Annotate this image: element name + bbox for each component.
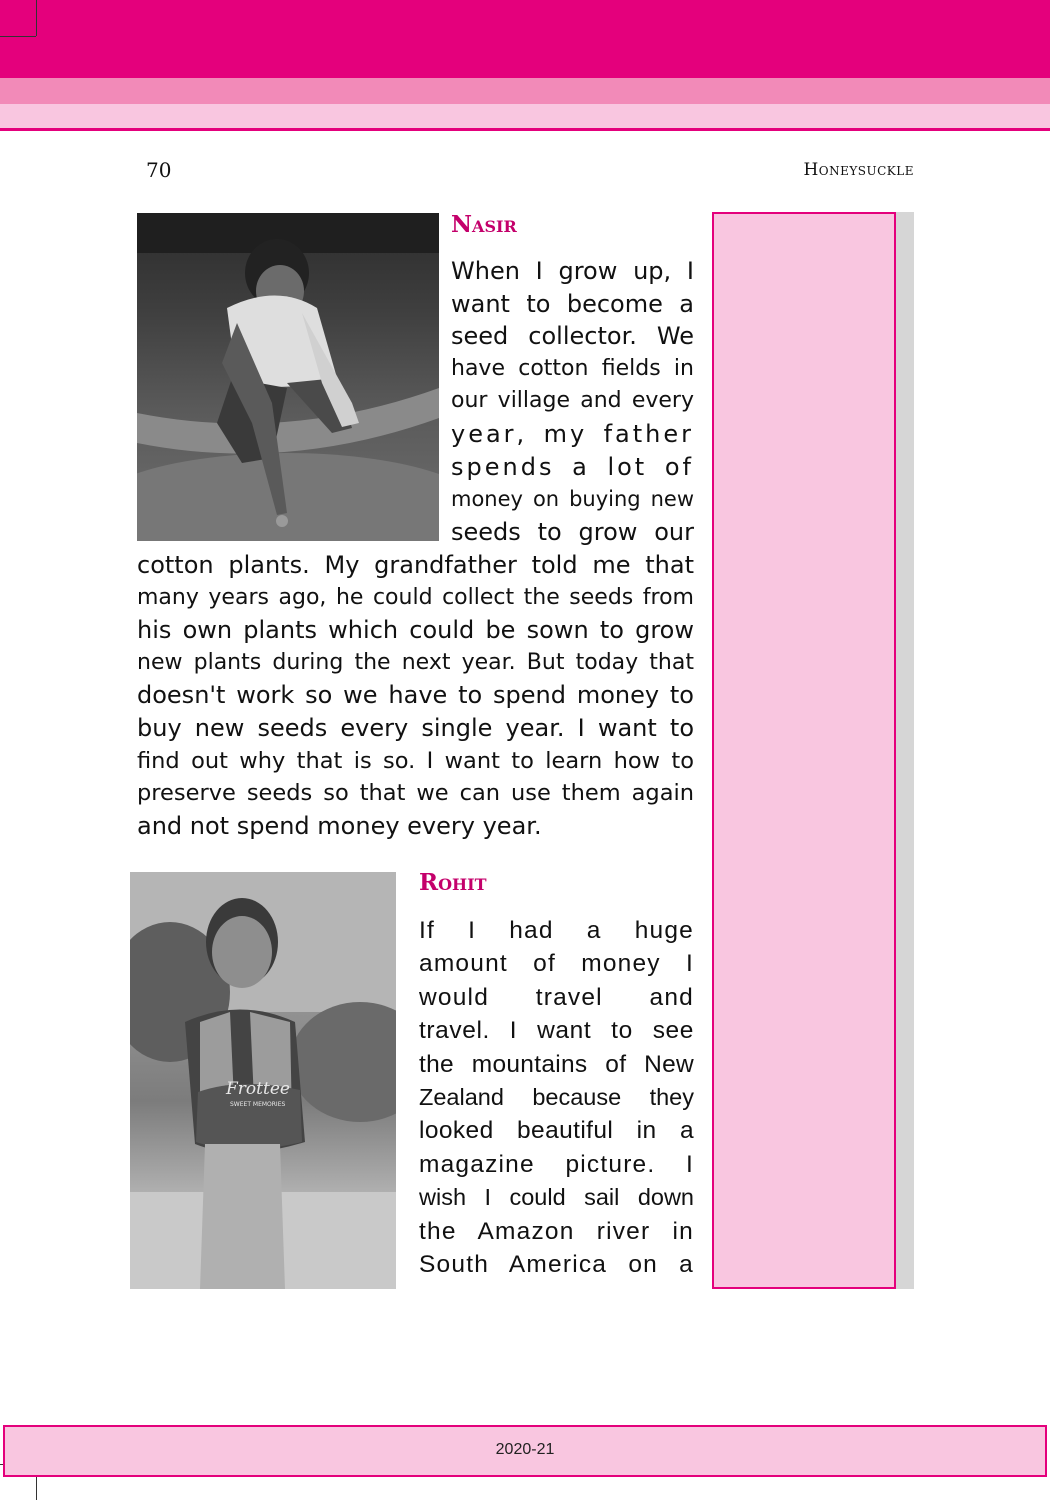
header-band-lower — [0, 104, 1050, 128]
rohit-line: looked beautiful in a — [419, 1117, 694, 1145]
rohit-heading: Rohit — [419, 869, 487, 896]
nasir-line: preserve seeds so that we can use them again — [137, 780, 694, 807]
running-head: Honeysuckle — [803, 160, 914, 180]
margin-note-box — [712, 212, 896, 1289]
nasir-line: want to become a — [451, 289, 694, 318]
nasir-line: many years ago, he could collect the seeds from — [137, 584, 694, 610]
rohit-line: travel. I want to see — [419, 1017, 694, 1045]
nasir-line: seed collector. We — [451, 322, 694, 351]
nasir-line: money on buying new — [451, 487, 694, 512]
nasir-line: year, my father — [451, 419, 694, 448]
nasir-line: doesn't work so we have to spend money to — [137, 681, 694, 710]
nasir-line: his own plants which could be sown to grow — [137, 616, 694, 645]
nasir-line: our village and every — [451, 388, 694, 414]
nasir-line: spends a lot of — [451, 452, 694, 481]
nasir-line: When I grow up, I — [451, 257, 694, 285]
page-number: 70 — [146, 158, 172, 182]
rohit-photo-illustration — [130, 872, 396, 1289]
crop-mark-top-left-h — [0, 36, 36, 38]
rohit-photo — [130, 872, 396, 1289]
rohit-line: would travel and — [419, 983, 694, 1011]
crop-mark-top-left — [36, 0, 38, 36]
rohit-line: Zealand because they — [419, 1084, 694, 1111]
rohit-paragraph — [419, 914, 694, 1281]
nasir-line: seeds to grow our — [451, 517, 694, 546]
rohit-line: magazine picture. I — [419, 1150, 694, 1178]
nasir-line: find out why that is so. I want to learn how to — [137, 747, 694, 774]
footer-year: 2020-21 — [495, 1441, 555, 1458]
rohit-line: the Amazon river in — [419, 1217, 694, 1245]
nasir-line: new plants during the next year. But today that — [137, 649, 694, 675]
nasir-line: buy new seeds every single year. I want to — [137, 713, 694, 742]
nasir-heading: Nasir — [451, 211, 517, 238]
nasir-photo — [137, 213, 439, 541]
header-band — [0, 0, 1050, 78]
rohit-line: amount of money I — [419, 950, 694, 978]
rohit-line: If I had a huge — [419, 917, 694, 944]
nasir-paragraph-wrapped — [451, 255, 694, 548]
rohit-line: the mountains of New — [419, 1050, 694, 1078]
header-band-middle — [0, 78, 1050, 104]
nasir-line: and not spend money every year. — [137, 811, 542, 840]
sweater-brand-text: Frottee — [226, 1079, 290, 1099]
rohit-line: South America on a — [419, 1251, 694, 1279]
header-rule — [0, 128, 1050, 131]
nasir-photo-illustration — [137, 213, 439, 541]
rohit-line: wish I could sail down — [419, 1184, 694, 1211]
nasir-line: have cotton fields in — [451, 355, 694, 381]
sweater-brand-subtext: SWEET MEMORIES — [230, 1101, 286, 1108]
nasir-paragraph-full — [137, 549, 694, 842]
nasir-line: cotton plants. My grandfather told me that — [137, 551, 694, 579]
